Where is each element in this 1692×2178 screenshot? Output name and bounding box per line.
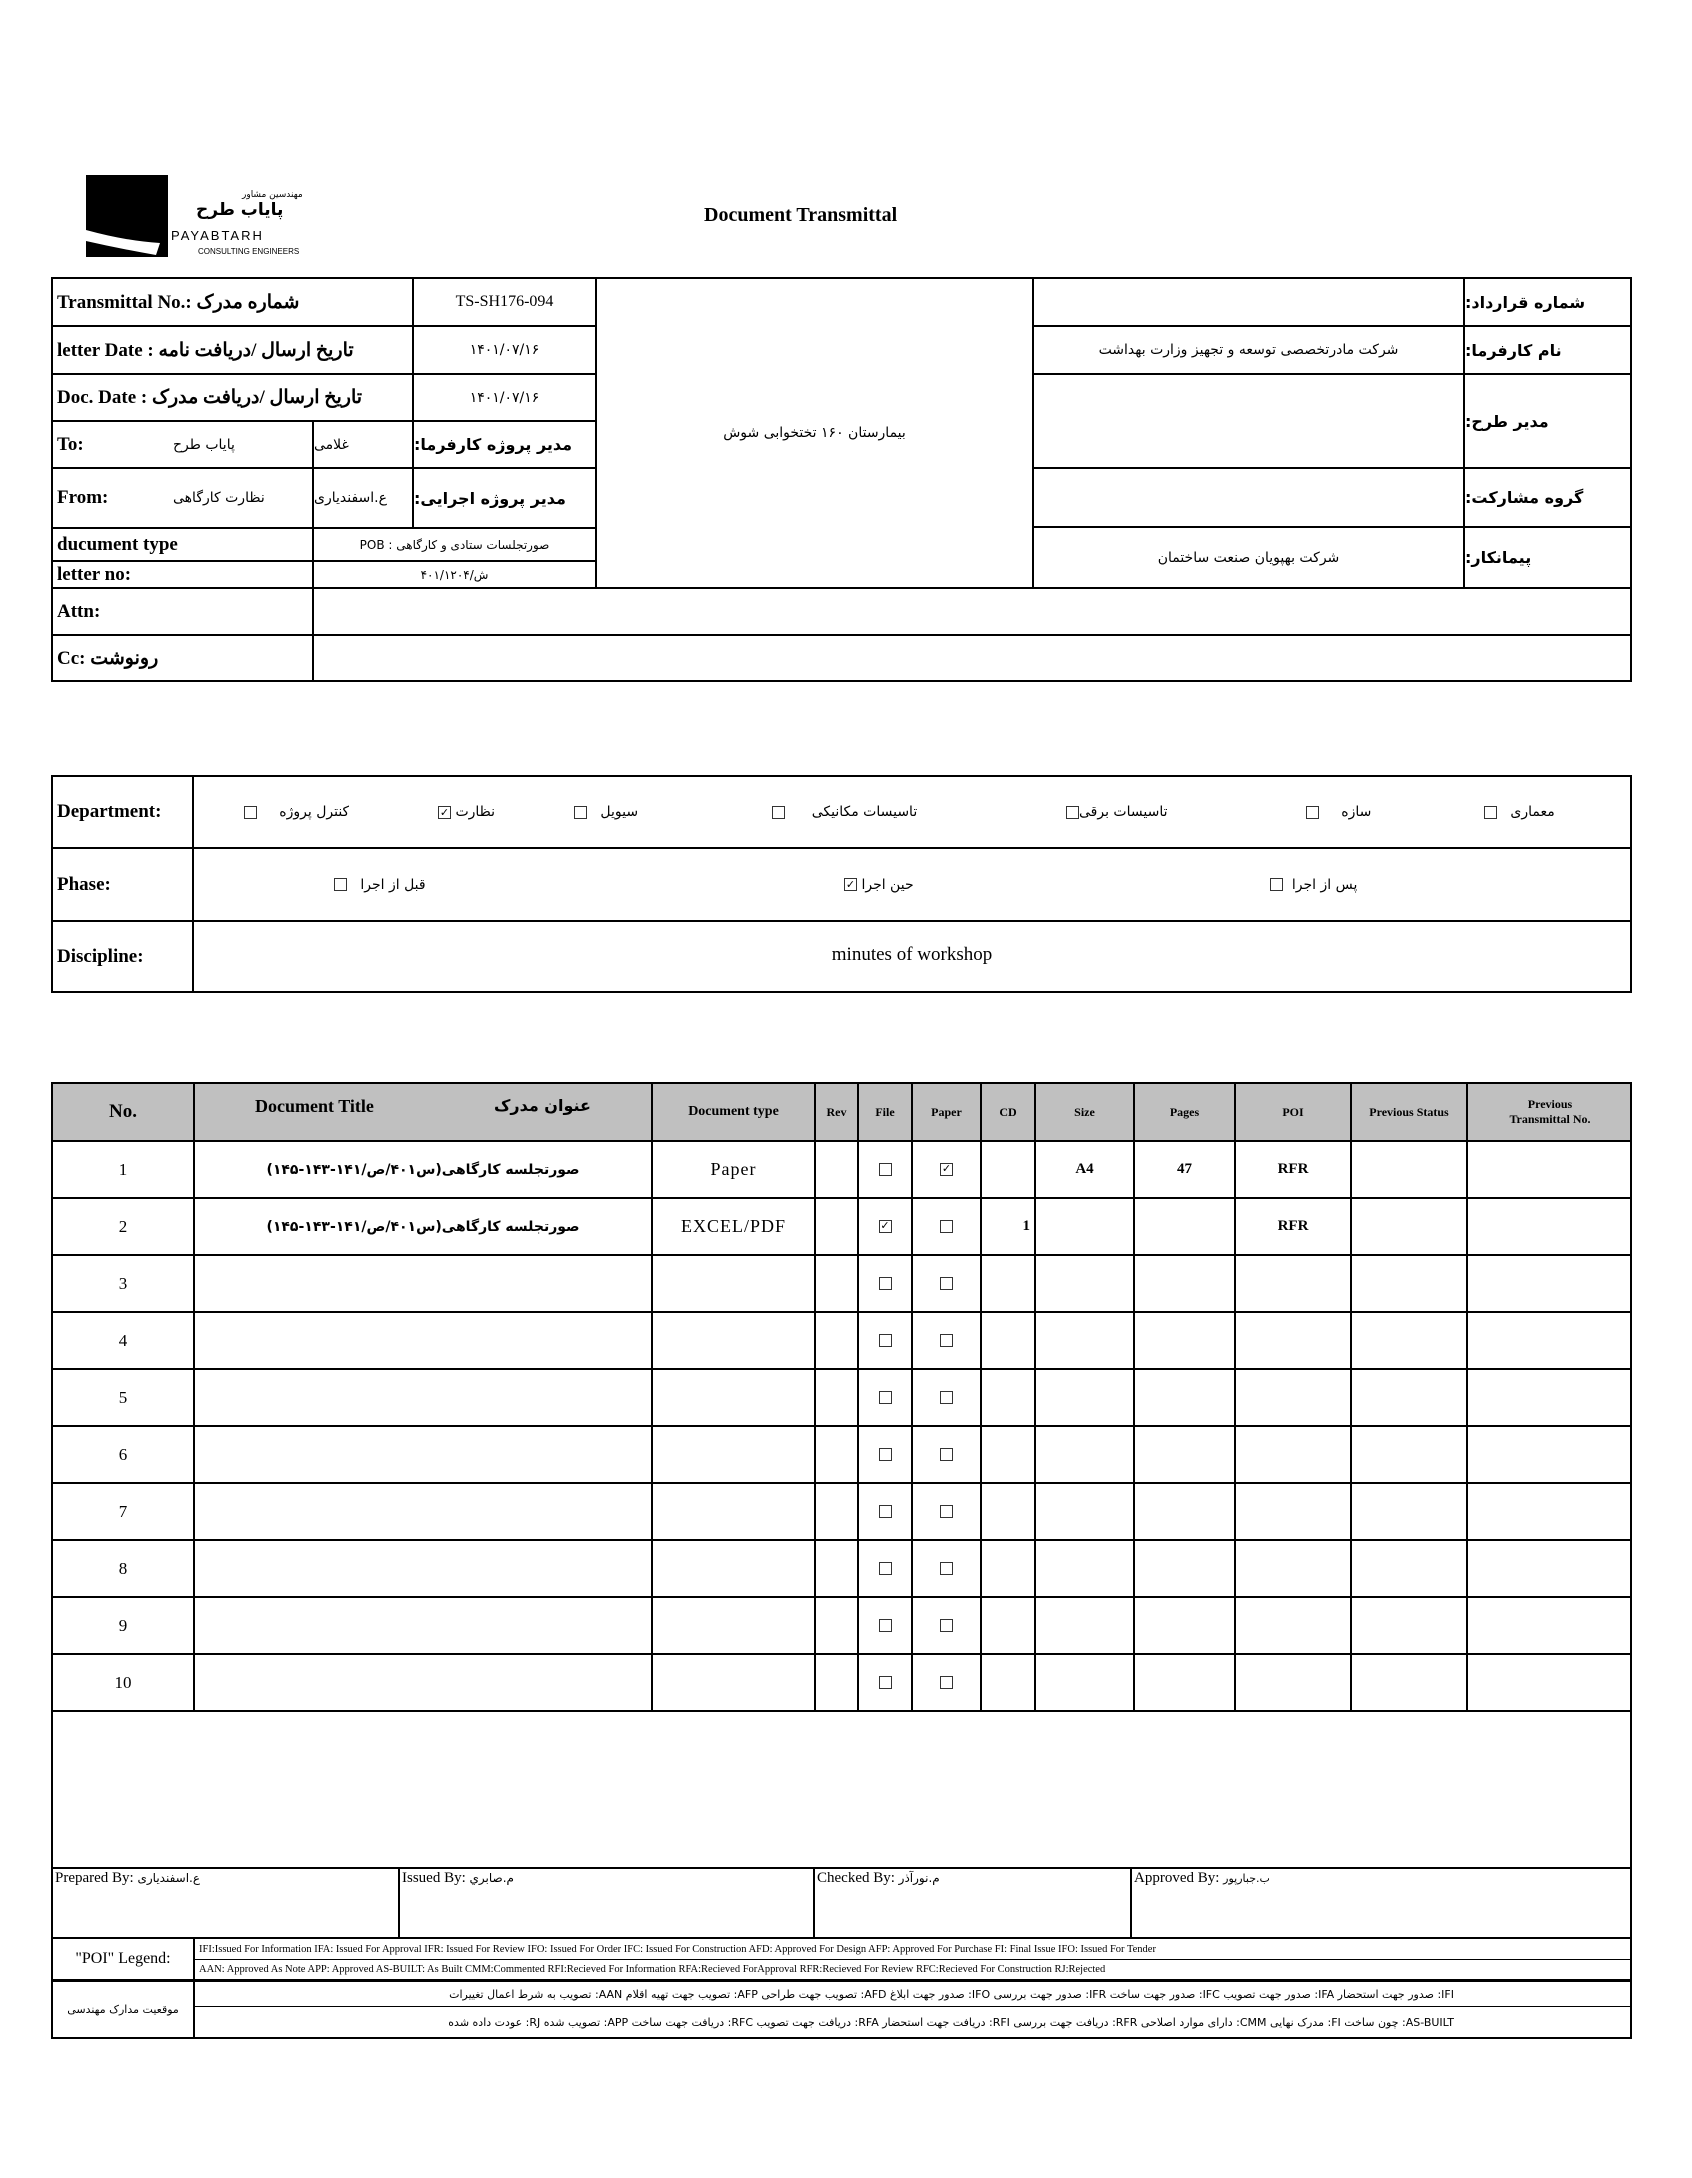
col-header-no: No. [109, 1101, 137, 1122]
cell-no: 2 [118, 1216, 128, 1236]
cell-doc-type [653, 1541, 814, 1596]
cell-no: 4 [118, 1330, 128, 1350]
cell-title [195, 1541, 651, 1596]
cell-file[interactable] [859, 1598, 911, 1653]
client-pm-name: غلامی [314, 436, 349, 453]
cell-paper[interactable] [913, 1256, 980, 1311]
cell-pages [1135, 1256, 1234, 1311]
cell-prev-transmittal [1468, 1313, 1632, 1368]
cell-doc-type [653, 1256, 814, 1311]
cell-size [1036, 1199, 1133, 1254]
letter-no-value: ۴۰۱/۱۲۰۴/ش [420, 567, 489, 582]
cell-pages [1135, 1313, 1234, 1368]
col-header-paper: Paper [931, 1104, 962, 1119]
poi-legend-line-2: AAN: Approved As Note APP: Approved AS-BUILT: As Built CMM:Commented RFI:Recieved For Information RFA:Recieved ForApproval RFR:Recieved For Review RFC:Recieved For Construction RJ:Rejected [199, 1964, 1106, 1975]
cell-size [1036, 1313, 1133, 1368]
department-option-label: تاسیسات برقی [1079, 804, 1168, 820]
checkbox-icon[interactable] [879, 1334, 892, 1347]
cell-title [195, 1655, 651, 1710]
phase-option-label: قبل از اجرا [360, 876, 426, 893]
col-header-file: File [875, 1104, 895, 1119]
cell-poi [1236, 1598, 1350, 1653]
cell-no: 10 [114, 1672, 132, 1692]
cell-pages: 47 [1177, 1161, 1192, 1177]
cell-poi [1236, 1484, 1350, 1539]
employer-label: نام کارفرما: [1465, 340, 1562, 360]
poi-legend-line-1: IFI:Issued For Information IFA: Issued For Approval IFR: Issued For Review IFO: Issued For Order IFC: Issued For Construction AFD: Approved For Design AFP: Approved For Purchase FI: Final Issue IFO: Issued For Tender [199, 1943, 1156, 1955]
cell-rev [816, 1484, 857, 1539]
cell-prev-status [1352, 1313, 1466, 1368]
cell-prev-status [1352, 1655, 1466, 1710]
cell-poi: RFR [1277, 1161, 1309, 1177]
checked-by-value: م.نورآذر [898, 1871, 940, 1885]
cell-cd [982, 1313, 1034, 1368]
cell-poi [1236, 1256, 1350, 1311]
cell-prev-status [1352, 1598, 1466, 1653]
cell-cd: 1 [1022, 1218, 1030, 1234]
project-name: بیمارستان ۱۶۰ تختخوابی شوش [723, 425, 906, 441]
from-label: From: [57, 487, 109, 508]
department-option-mechanical[interactable] [772, 777, 917, 847]
company-logo-mark [86, 175, 168, 257]
checkbox-icon[interactable] [879, 1505, 892, 1518]
client-pm-label: مدیر پروژه کارفرما: [414, 435, 573, 454]
checkbox-icon[interactable] [879, 1391, 892, 1404]
checkbox-icon[interactable] [1484, 806, 1497, 819]
department-option-project-control[interactable] [244, 777, 349, 847]
checkbox-icon[interactable] [940, 1277, 953, 1290]
cell-paper[interactable] [913, 1598, 980, 1653]
cell-file[interactable] [859, 1655, 911, 1710]
cell-prev-status [1352, 1541, 1466, 1596]
plan-manager-value [1034, 375, 1463, 467]
discipline-label: Discipline: [57, 945, 144, 967]
cell-no: 7 [118, 1501, 128, 1521]
cell-doc-type: Paper [710, 1159, 757, 1179]
cell-doc-type [653, 1313, 814, 1368]
phase-option-label: حین اجرا [861, 876, 914, 893]
phase-options [194, 849, 1630, 920]
cell-no: 6 [118, 1444, 128, 1464]
cell-cd [982, 1484, 1034, 1539]
poi-legend-label: "POI" Legend: [75, 1950, 171, 1967]
prepared-by[interactable] [55, 1870, 200, 1887]
cell-file[interactable] [859, 1484, 911, 1539]
attn-field[interactable] [314, 589, 1630, 634]
cell-size [1036, 1427, 1133, 1482]
cell-file[interactable] [859, 1370, 911, 1425]
checkbox-icon[interactable] [772, 806, 785, 819]
cc-label: Cc: رونوشت [57, 647, 159, 669]
cell-paper[interactable] [913, 1655, 980, 1710]
checkbox-icon[interactable] [879, 1562, 892, 1575]
cell-poi: RFR [1277, 1218, 1309, 1234]
cell-rev [816, 1313, 857, 1368]
col-header-pages: Pages [1169, 1104, 1200, 1119]
letter-no-label: letter no: [57, 563, 132, 585]
cell-rev [816, 1541, 857, 1596]
department-label: Department: [57, 801, 162, 822]
issued-by[interactable] [402, 1870, 514, 1887]
department-option-label: سیویل [600, 804, 639, 820]
cell-poi [1236, 1655, 1350, 1710]
cell-rev [816, 1370, 857, 1425]
cell-rev [816, 1256, 857, 1311]
cell-cd [982, 1256, 1034, 1311]
checkbox-icon[interactable] [940, 1391, 953, 1404]
partnership-label: گروه مشارکت: [1465, 488, 1584, 507]
cell-size [1036, 1598, 1133, 1653]
cell-title: صورتجلسه کارگاهی(س۴۰۱/ص/۱۴۱-۱۴۳-۱۴۵) [266, 1161, 580, 1178]
cell-paper[interactable] [913, 1370, 980, 1425]
department-option-electrical[interactable] [1066, 777, 1167, 847]
cell-paper[interactable] [913, 1484, 980, 1539]
col-header-doc-type: Document type [688, 1104, 779, 1119]
cell-doc-type [653, 1370, 814, 1425]
phase-option-post-execution[interactable] [1270, 849, 1357, 920]
doc-date-value: ۱۴۰۱/۰۷/۱۶ [469, 389, 540, 406]
approved-by-value: ب.جبارپور [1223, 1872, 1270, 1885]
cell-rev [816, 1427, 857, 1482]
cell-cd [982, 1142, 1034, 1197]
cell-no: 9 [118, 1615, 128, 1635]
cell-file[interactable] [859, 1313, 911, 1368]
cell-pages [1135, 1427, 1234, 1482]
cell-size: A4 [1075, 1161, 1094, 1177]
cell-title [195, 1484, 651, 1539]
cell-paper[interactable] [913, 1541, 980, 1596]
cell-rev [816, 1598, 857, 1653]
checkbox-icon[interactable] [940, 1220, 953, 1233]
col-header-size: Size [1074, 1104, 1095, 1119]
status-legend-line-1: IFI: صدور جهت استحضار IFA: صدور جهت تصویب IFC: صدور جهت ساخت IFR: صدور جهت بررسی IFO: صدور جهت ابلاغ AFD: تصویب جهت طراحی AFP: تصویب جهت تهیه اقلام AAN: تصویب به شرط اعمال تغییرات [449, 1987, 1454, 2001]
cell-pages [1135, 1598, 1234, 1653]
cell-cd [982, 1655, 1034, 1710]
cell-paper[interactable] [913, 1313, 980, 1368]
cell-prev-transmittal [1468, 1142, 1632, 1197]
department-option-civil[interactable] [574, 777, 638, 847]
checkbox-icon[interactable] [1306, 806, 1319, 819]
col-header-title-fa: عنوان مدرک [493, 1096, 591, 1115]
checkbox-checked-icon[interactable]: ✓ [845, 878, 856, 891]
cell-prev-transmittal [1468, 1655, 1632, 1710]
cell-file[interactable] [859, 1427, 911, 1482]
contract-no-label: شماره قرارداد: [1465, 292, 1586, 312]
cell-prev-transmittal [1468, 1370, 1632, 1425]
page-title: Document Transmittal [704, 204, 898, 226]
cell-prev-status [1352, 1427, 1466, 1482]
cell-size [1036, 1655, 1133, 1710]
logo-en-subtitle: CONSULTING ENGINEERS [198, 247, 300, 256]
cell-pages [1135, 1370, 1234, 1425]
cell-cd [982, 1427, 1034, 1482]
cell-prev-transmittal [1468, 1256, 1632, 1311]
to-value: پایاب طرح [173, 436, 235, 453]
checkbox-checked-icon[interactable]: ✓ [439, 805, 450, 819]
cell-doc-type [653, 1427, 814, 1482]
cell-title [195, 1598, 651, 1653]
col-header-title [195, 1084, 651, 1140]
cell-pages [1135, 1655, 1234, 1710]
checkbox-icon[interactable] [1270, 878, 1283, 891]
checkbox-icon[interactable] [879, 1163, 892, 1176]
department-option-label: معماری [1510, 804, 1555, 820]
col-header-title-en: Document Title [255, 1096, 374, 1116]
col-header-rev: Rev [826, 1104, 847, 1119]
transmittal-no-label: Transmittal No.: شماره مدرک [57, 291, 300, 313]
cell-no: 1 [118, 1159, 128, 1179]
cell-prev-status [1352, 1256, 1466, 1311]
letter-date-value: ۱۴۰۱/۰۷/۱۶ [469, 342, 540, 358]
cell-file[interactable] [859, 1541, 911, 1596]
checkbox-icon[interactable] [940, 1562, 953, 1575]
status-legend-label: موقعیت مدارک مهندسی [67, 2003, 179, 2016]
cell-pages [1135, 1541, 1234, 1596]
checkbox-icon[interactable] [574, 806, 587, 819]
prepared-by-value: ع.اسفندیاری [137, 1871, 201, 1885]
phase-option-pre-execution[interactable] [334, 849, 426, 920]
prepared-by-label: Prepared By: [55, 1870, 134, 1886]
issued-by-label: Issued By: [402, 1870, 466, 1886]
cell-paper[interactable] [913, 1199, 980, 1254]
cell-prev-transmittal [1468, 1598, 1632, 1653]
employer-value: شرکت مادرتخصصی توسعه و تجهیز وزارت بهداشت [1098, 342, 1399, 358]
cell-rev [816, 1199, 857, 1254]
checkbox-icon[interactable] [334, 878, 347, 891]
phase-label: Phase: [57, 873, 111, 895]
contractor-value: شرکت بهپویان صنعت ساختمان [1157, 549, 1340, 566]
issued-by-value: م.صابري [469, 1871, 514, 1885]
cell-prev-status [1352, 1370, 1466, 1425]
cell-title: صورتجلسه کارگاهی(س۴۰۱/ص/۱۴۱-۱۴۳-۱۴۵) [266, 1218, 580, 1235]
to-label: To: [57, 433, 84, 455]
status-legend-line-2: AS-BUILT: چون ساخت FI: مدرک نهایی CMM: دارای موارد اصلاحی RFR: دریافت جهت بررسی RFI: دریافت جهت استحضار RFA: دریافت جهت تصویب RFC: دریافت جهت ساخت APP: تصویب شده RJ: عودت داده شده [448, 2016, 1454, 2029]
cell-size [1036, 1484, 1133, 1539]
cc-field[interactable] [314, 636, 1630, 680]
cell-pages [1135, 1484, 1234, 1539]
doc-date-label: Doc. Date : تاریخ ارسال /دریافت مدرک [57, 387, 363, 408]
checked-by[interactable] [817, 1870, 940, 1887]
department-option-supervision[interactable] [438, 777, 495, 847]
checkbox-icon[interactable] [940, 1619, 953, 1632]
checkbox-icon[interactable] [879, 1448, 892, 1461]
checkbox-icon[interactable] [879, 1619, 892, 1632]
cell-pages [1135, 1199, 1234, 1254]
cell-prev-transmittal [1468, 1199, 1632, 1254]
checked-by-label: Checked By: [817, 1870, 895, 1886]
cell-poi [1236, 1427, 1350, 1482]
logo-swoosh-icon [86, 175, 168, 257]
cell-title [195, 1313, 651, 1368]
cell-doc-type [653, 1655, 814, 1710]
cell-cd [982, 1598, 1034, 1653]
approved-by[interactable] [1134, 1870, 1270, 1887]
cell-prev-status [1352, 1199, 1466, 1254]
letter-date-label: letter Date : تاریخ ارسال /دریافت نامه [57, 339, 354, 361]
col-header-prev-status: Previous Status [1369, 1104, 1449, 1119]
checkbox-icon[interactable] [940, 1505, 953, 1518]
department-option-label: سازه [1341, 804, 1372, 820]
cell-poi [1236, 1541, 1350, 1596]
cell-doc-type [653, 1484, 814, 1539]
col-header-cd: CD [999, 1104, 1017, 1119]
checkbox-icon[interactable] [1066, 806, 1079, 819]
cell-prev-status [1352, 1142, 1466, 1197]
cell-size [1036, 1541, 1133, 1596]
department-option-label: کنترل پروژه [279, 804, 350, 820]
cell-rev [816, 1142, 857, 1197]
cell-size [1036, 1370, 1133, 1425]
attn-label: Attn: [57, 600, 101, 622]
cell-title [195, 1370, 651, 1425]
approved-by-label: Approved By: [1134, 1870, 1220, 1886]
cell-file[interactable] [859, 1199, 911, 1254]
doc-type-value: صورتجلسات ستادی و کارگاهی : POB [359, 537, 550, 552]
cell-poi [1236, 1313, 1350, 1368]
partnership-value [1034, 469, 1463, 526]
cell-prev-transmittal [1468, 1484, 1632, 1539]
contractor-label: پیمانکار: [1465, 548, 1532, 567]
cell-title [195, 1256, 651, 1311]
cell-doc-type [653, 1598, 814, 1653]
department-options [194, 777, 1630, 847]
logo-en-name: PAYABTARH [171, 228, 264, 243]
cell-file[interactable] [859, 1256, 911, 1311]
department-option-label: نظارت [455, 804, 496, 820]
cell-no: 3 [118, 1273, 128, 1293]
cell-no: 8 [118, 1558, 128, 1578]
plan-manager-label: مدیر طرح: [1465, 411, 1549, 431]
phase-option-label: پس از اجرا [1291, 876, 1358, 893]
cell-size [1036, 1256, 1133, 1311]
cell-paper[interactable] [913, 1427, 980, 1482]
checkbox-icon[interactable] [940, 1334, 953, 1347]
cell-cd [982, 1370, 1034, 1425]
checkbox-icon[interactable] [940, 1448, 953, 1461]
cell-paper[interactable] [913, 1142, 980, 1197]
cell-rev [816, 1655, 857, 1710]
cell-prev-transmittal [1468, 1427, 1632, 1482]
checkbox-icon[interactable] [940, 1676, 953, 1689]
checkbox-icon[interactable] [244, 806, 257, 819]
doc-type-label: ducument type [57, 533, 178, 555]
cell-no: 5 [118, 1387, 128, 1407]
department-option-label: تاسیسات مکانیکی [811, 804, 918, 820]
checkbox-checked-icon[interactable]: ✓ [941, 1163, 952, 1175]
discipline-value: minutes of workshop [831, 944, 993, 965]
cell-prev-transmittal [1468, 1541, 1632, 1596]
exec-pm-label: مدیر پروژه اجرایی: [414, 488, 566, 508]
checkbox-icon[interactable] [879, 1277, 892, 1290]
cell-title [195, 1427, 651, 1482]
cell-poi [1236, 1370, 1350, 1425]
phase-option-during-execution[interactable] [844, 849, 914, 920]
transmittal-no-value: TS-SH176-094 [455, 293, 554, 310]
cell-prev-status [1352, 1484, 1466, 1539]
department-option-structure[interactable] [1306, 777, 1371, 847]
contract-no-value [1034, 279, 1463, 325]
from-value: نظارت کارگاهی [173, 490, 265, 506]
cell-doc-type: EXCEL/PDF [680, 1216, 786, 1236]
cell-cd [982, 1541, 1034, 1596]
department-option-architecture[interactable] [1484, 777, 1555, 847]
exec-pm-name: ع.اسفندیاری [314, 490, 387, 506]
checkbox-icon[interactable] [879, 1676, 892, 1689]
logo-fa-subtitle: مهندسین مشاور [242, 190, 303, 200]
col-header-poi: POI [1282, 1104, 1304, 1119]
col-header-prev-transmittal: Previous Transmittal No. [1509, 1097, 1591, 1126]
cell-file[interactable] [859, 1142, 911, 1197]
checkbox-checked-icon[interactable]: ✓ [880, 1220, 890, 1232]
logo-fa-name: پایاب طرح [196, 200, 284, 220]
